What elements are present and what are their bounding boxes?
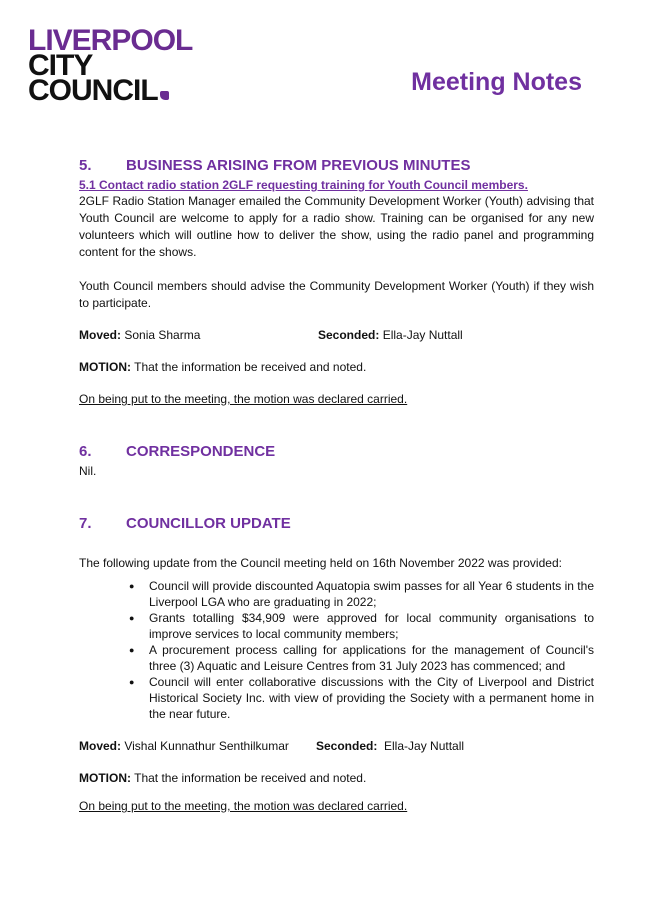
moved-label: Moved: [79, 328, 121, 342]
section-5-paragraph-1: 2GLF Radio Station Manager emailed the Community Development Worker (Youth) advising that Youth Council are welcome to apply for a radio show. Training can be organised for any new volunteers which will outline how to deliver the show, using the radio panel and programming content for the shows. [79, 194, 594, 259]
seconded-by: Ella-Jay Nuttall [382, 328, 463, 342]
section-7-title: COUNCILLOR UPDATE [126, 515, 291, 532]
section-7-motion [79, 770, 594, 787]
motion-text: That the information be received and noted. [134, 771, 367, 785]
seconded-by: Ella-Jay Nuttall [384, 739, 465, 753]
section-5-seconded [318, 327, 463, 344]
section-7-number: 7. [79, 515, 92, 532]
section-7-seconded [316, 738, 464, 755]
section-5-motion [79, 359, 594, 376]
council-logo [28, 24, 218, 107]
section-5-title: BUSINESS ARISING FROM PREVIOUS MINUTES [126, 157, 471, 174]
list-item: ● Council will enter collaborative discussions with the City of Liverpool and District Historical Society Inc. with view of providing the Society with a permanent home in the near future. [149, 674, 594, 722]
motion-text: That the information be received and noted. [134, 360, 367, 374]
list-item: ● A procurement process calling for applications for the management of Council's three (3) Aquatic and Leisure Centres from 31 July 2023 has commenced; and [149, 642, 594, 674]
logo-line-1: LIVERPOOL [28, 24, 193, 57]
section-7-bullet-list [79, 578, 594, 722]
document-body [79, 155, 594, 815]
section-5-number: 5. [79, 157, 92, 174]
section-7-intro: The following update from the Council meeting held on 16th November 2022 was provided: [79, 556, 562, 570]
section-7-mover-row [79, 738, 594, 755]
section-7-result: On being put to the meeting, the motion was declared carried. [79, 799, 408, 813]
section-5-result: On being put to the meeting, the motion was declared carried. [79, 392, 408, 406]
document-title: Meeting Notes [411, 68, 582, 96]
section-6-text: Nil. [79, 464, 97, 478]
seconded-label: Seconded: [316, 739, 378, 753]
moved-by: Vishal Kunnathur Senthilkumar [124, 739, 289, 753]
list-item: ● Council will provide discounted Aquatopia swim passes for all Year 6 students in the Liverpool LGA who are graduating in 2022; [149, 578, 594, 610]
section-5-paragraph-2: Youth Council members should advise the Community Development Worker (Youth) if they wish to participate. [79, 279, 594, 310]
section-5-heading [79, 155, 594, 177]
section-7-moved [79, 738, 316, 755]
section-6-heading [79, 441, 594, 463]
moved-by: Sonia Sharma [124, 328, 201, 342]
section-6-number: 6. [79, 443, 92, 460]
section-5-mover-row [79, 327, 594, 344]
list-item: ● Grants totalling $34,909 were approved for local community organisations to improve services to local community members; [149, 610, 594, 642]
section-7-heading [79, 513, 594, 535]
seconded-label: Seconded: [318, 328, 380, 342]
section-5-1-subheading: 5.1 Contact radio station 2GLF requesting training for Youth Council members. [79, 178, 528, 192]
logo-mark-icon [160, 91, 169, 100]
logo-line-2: CITY [28, 49, 93, 82]
moved-label: Moved: [79, 739, 121, 753]
section-5-moved [79, 327, 318, 344]
motion-label: MOTION: [79, 771, 131, 785]
logo-line-3-text: COUNCIL [28, 74, 158, 107]
motion-label: MOTION: [79, 360, 131, 374]
logo-line-3 [28, 74, 218, 107]
section-6-title: CORRESPONDENCE [126, 443, 276, 460]
